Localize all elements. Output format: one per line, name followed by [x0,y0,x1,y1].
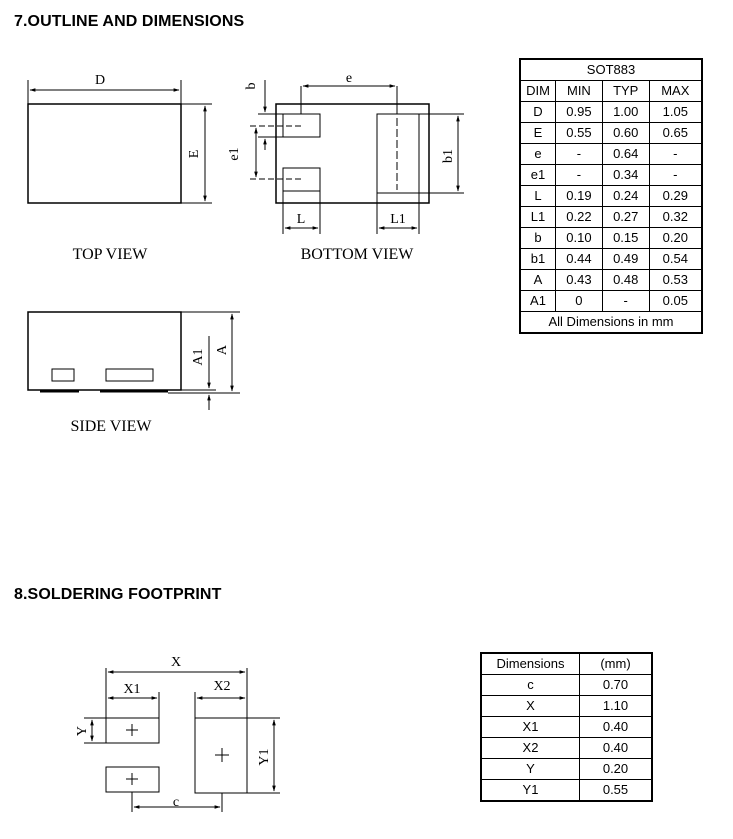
table-cell: A1 [520,291,556,312]
table-cell: 0 [556,291,603,312]
table-cell: 0.95 [556,102,603,123]
table-cell: 0.19 [556,186,603,207]
label-d: D [94,73,106,88]
label-c: c [172,795,180,810]
table-row [520,123,702,144]
footprint-dimensions-table [480,652,653,802]
table-row [520,270,702,291]
top-view-drawing [28,80,212,203]
table-row [520,165,702,186]
table-cell: 0.70 [580,675,653,696]
table-header-cell: Dimensions [481,653,580,675]
table-cell: Y1 [481,780,580,802]
table-cell: 0.54 [649,249,702,270]
table-cell: 0.40 [580,717,653,738]
top-view-caption: TOP VIEW [72,246,148,263]
table-cell: X1 [481,717,580,738]
table-row [520,291,702,312]
table-cell: 0.29 [649,186,702,207]
section-8-heading: 8.SOLDERING FOOTPRINT [14,586,222,603]
table-cell: 0.20 [649,228,702,249]
label-b: b [244,82,259,90]
table-cell: 0.27 [602,207,649,228]
label-a1: A1 [191,348,206,366]
table-footer: All Dimensions in mm [520,312,702,334]
table-cell: 0.55 [556,123,603,144]
table-row [481,675,652,696]
table-cell: 1.10 [580,696,653,717]
table-row [481,759,652,780]
footprint-drawing [84,668,280,812]
table-cell: 1.00 [602,102,649,123]
table-cell: - [556,165,603,186]
table-cell: c [481,675,580,696]
table-row [520,102,702,123]
bottom-view-drawing [250,80,464,234]
label-b1: b1 [441,149,456,163]
table-row [520,228,702,249]
label-e-height: E [187,149,202,159]
table-cell: A [520,270,556,291]
bottom-view-caption: BOTTOM VIEW [300,246,414,263]
table-cell: b1 [520,249,556,270]
table-package-name: SOT883 [520,59,702,81]
table-cell: 0.53 [649,270,702,291]
table-cell: 0.48 [602,270,649,291]
table-cell: E [520,123,556,144]
table-cell: L1 [520,207,556,228]
table-cell: e [520,144,556,165]
label-y1: Y1 [257,748,272,766]
table-cell: 0.49 [602,249,649,270]
table-cell: 0.32 [649,207,702,228]
label-l1: L1 [390,212,406,227]
table-cell: L [520,186,556,207]
table-cell: - [649,144,702,165]
table-row [520,186,702,207]
label-x1: X1 [123,682,141,697]
table-cell: 0.34 [602,165,649,186]
outline-dimensions-table [519,58,703,334]
table-row [481,717,652,738]
table-header-cell: MAX [649,81,702,102]
label-l: L [296,212,306,227]
table-row [520,144,702,165]
table-cell: - [602,291,649,312]
table-cell: e1 [520,165,556,186]
table-cell: 0.60 [602,123,649,144]
table-cell: 0.22 [556,207,603,228]
side-view-drawing [28,312,240,410]
table-row [481,780,652,802]
label-y: Y [75,725,90,737]
side-view-caption: SIDE VIEW [70,418,152,435]
label-x: X [170,655,182,670]
table-cell: X2 [481,738,580,759]
table-cell: 0.64 [602,144,649,165]
table-cell: 0.65 [649,123,702,144]
table-cell: 0.05 [649,291,702,312]
table-cell: 0.24 [602,186,649,207]
table-cell: b [520,228,556,249]
table-row [520,249,702,270]
table-cell: D [520,102,556,123]
table-row [481,738,652,759]
table-cell: - [556,144,603,165]
table-cell: 1.05 [649,102,702,123]
table-cell: 0.10 [556,228,603,249]
table-cell: 0.44 [556,249,603,270]
label-e-pitch: e [345,71,353,86]
label-x2: X2 [213,679,231,694]
section-7-heading: 7.OUTLINE AND DIMENSIONS [14,13,245,30]
table-header-cell: DIM [520,81,556,102]
table-cell: 0.20 [580,759,653,780]
table-cell: 0.15 [602,228,649,249]
table-cell: 0.43 [556,270,603,291]
table-cell: X [481,696,580,717]
table-cell: Y [481,759,580,780]
label-a: A [215,344,230,356]
table-header-cell: TYP [602,81,649,102]
table-row [481,696,652,717]
table-cell: 0.55 [580,780,653,802]
table-row [520,207,702,228]
table-header-cell: MIN [556,81,603,102]
label-e1: e1 [227,147,242,161]
table-header-cell: (mm) [580,653,653,675]
table-cell: 0.40 [580,738,653,759]
table-cell: - [649,165,702,186]
